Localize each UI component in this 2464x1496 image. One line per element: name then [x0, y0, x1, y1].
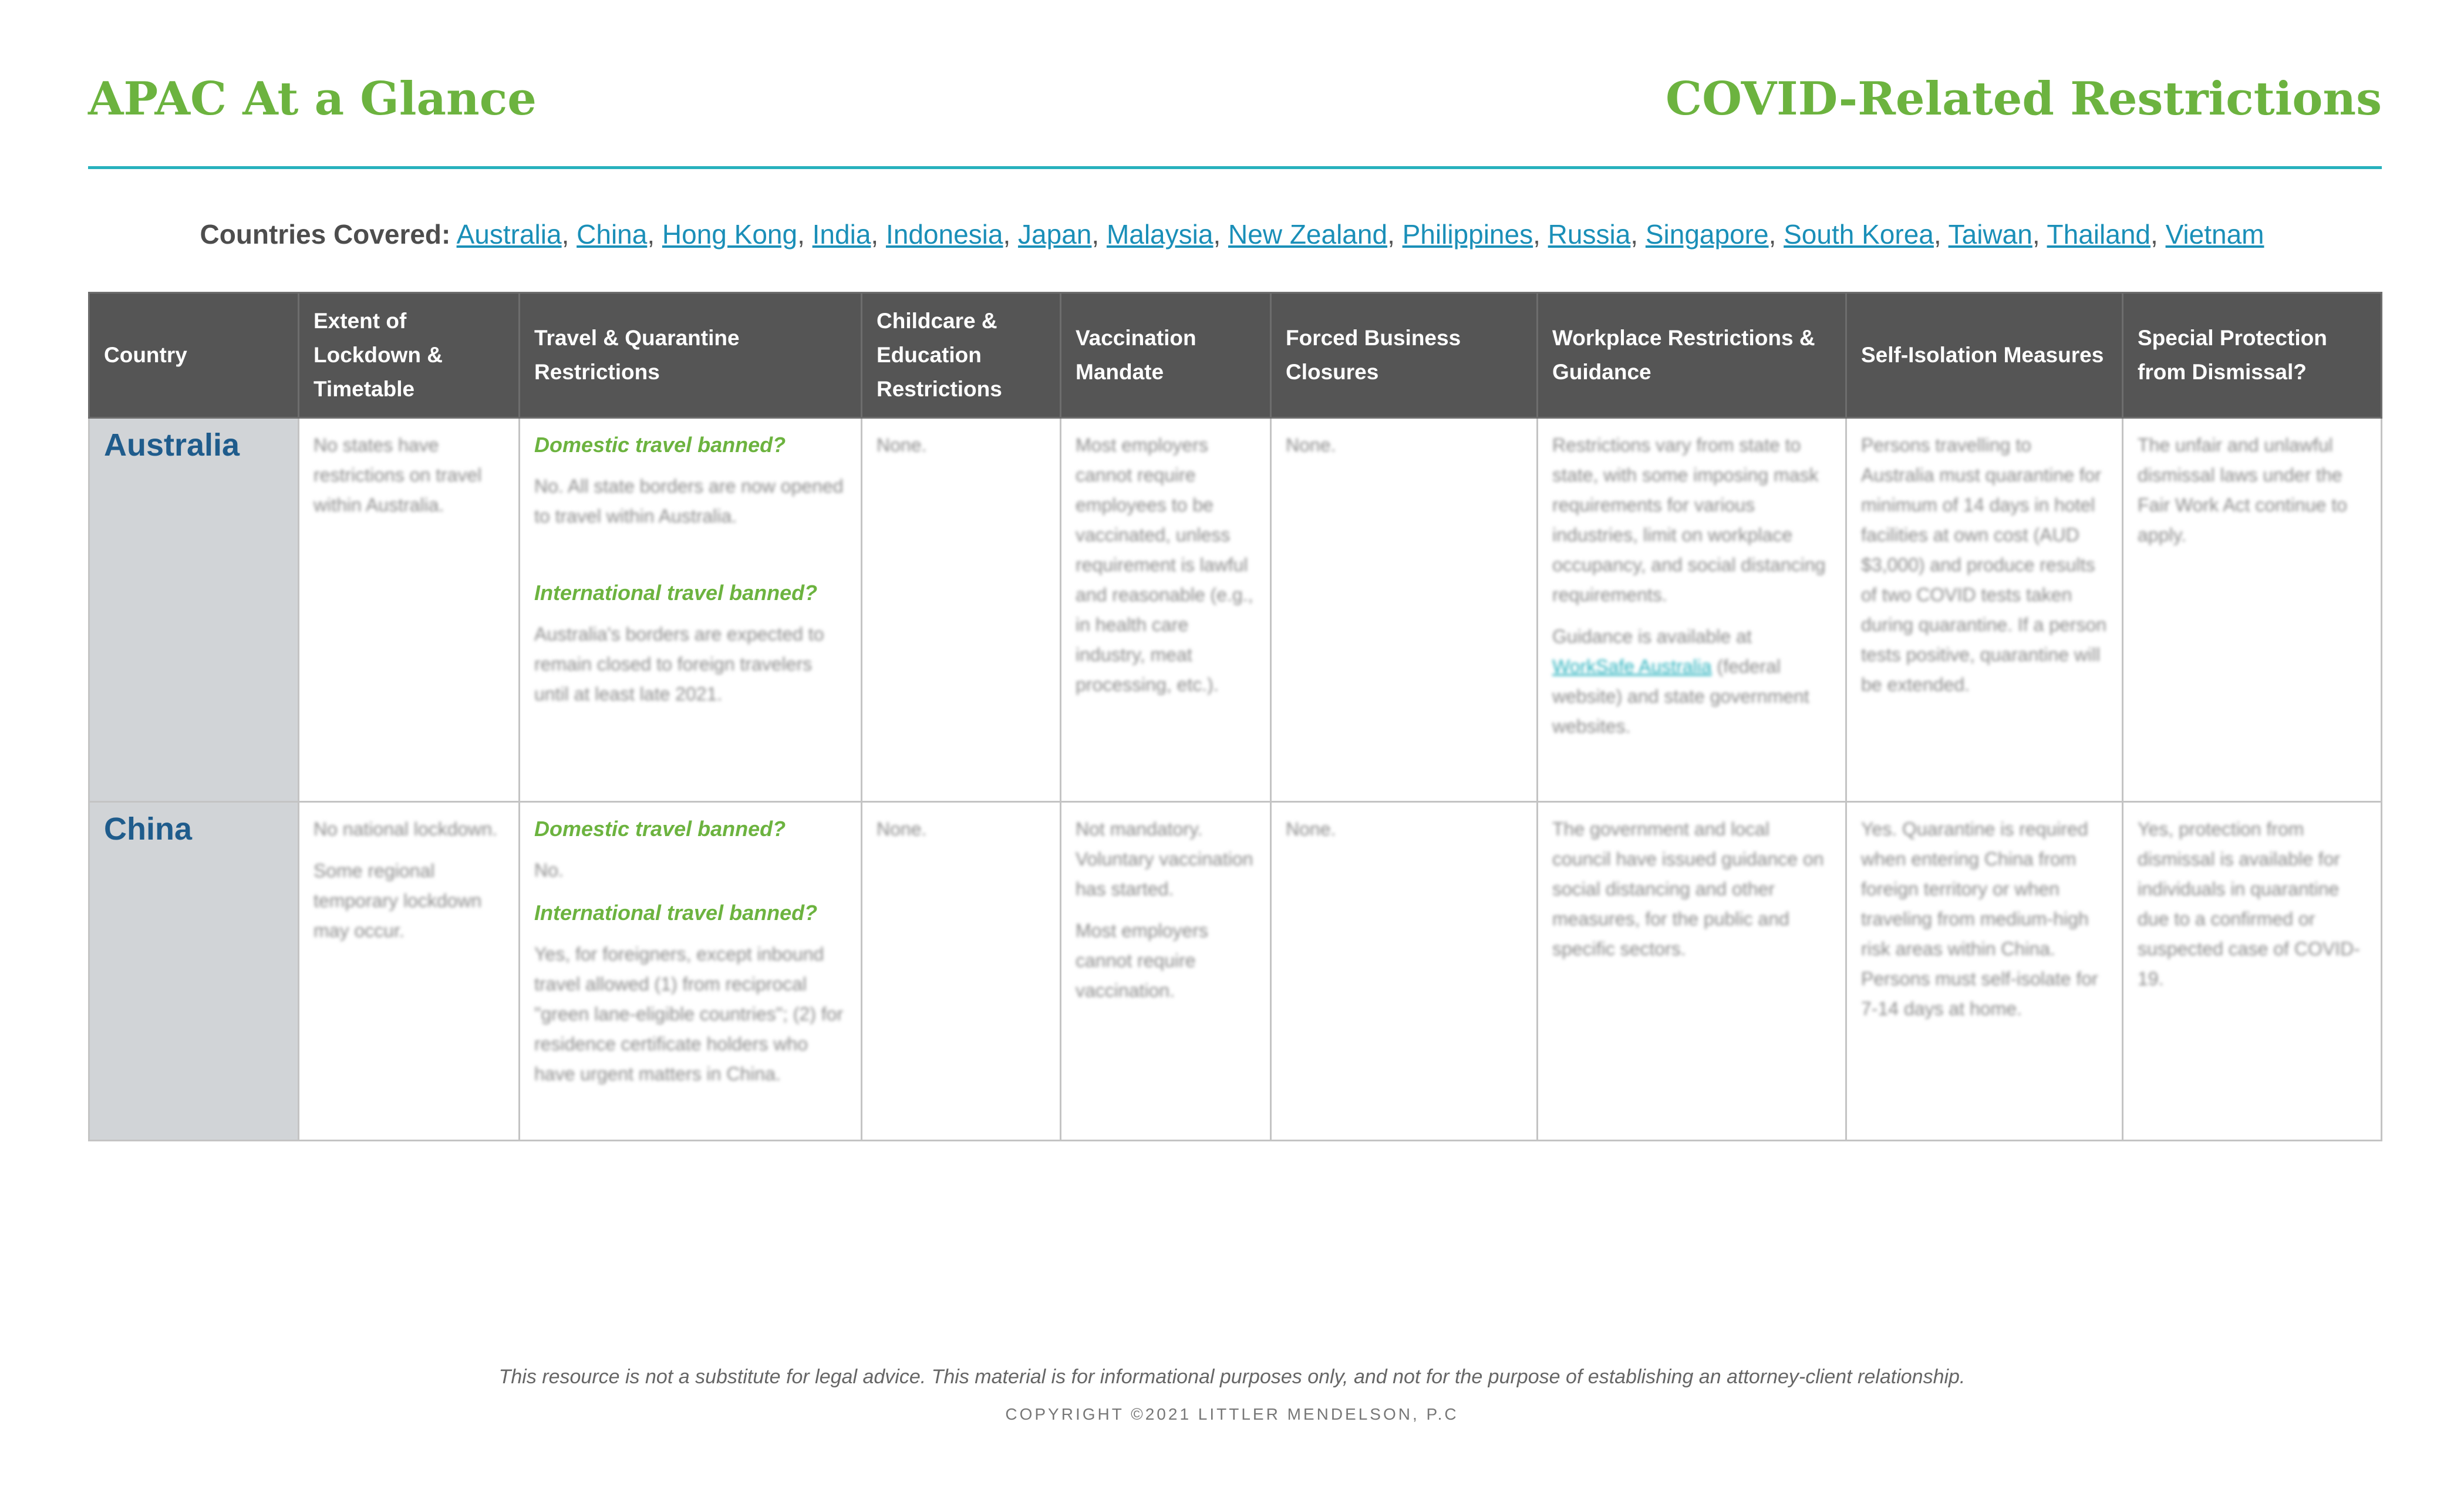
- country-link-philippines[interactable]: Philippines: [1402, 219, 1533, 250]
- page-subtitle: COVID-Related Restrictions: [1665, 72, 2382, 126]
- table-row-china: [89, 802, 2382, 1141]
- column-header-vaccination: Vaccination Mandate: [1061, 293, 1271, 418]
- country-link-thailand[interactable]: Thailand: [2047, 219, 2150, 250]
- workplace-cell: [1538, 418, 1846, 802]
- country-separator: ,: [647, 219, 662, 250]
- page-title: APAC At a Glance: [88, 72, 537, 126]
- dismissal-text: Yes, protection from dismissal is available for individuals in quarantine due to a confirmed or suspected case of COVID-19.: [2138, 818, 2360, 989]
- countries-covered-label: Countries Covered:: [200, 219, 451, 250]
- vaccination-cell: [1061, 802, 1271, 1141]
- column-header-workplace: Workplace Restrictions & Guidance: [1538, 293, 1846, 418]
- closures-cell: [1271, 418, 1538, 802]
- workplace-guidance-suffix: (federal website) and state government websites.: [1552, 656, 1809, 737]
- column-header-dismissal: Special Protection from Dismissal?: [2123, 293, 2382, 418]
- column-header-childcare: Childcare & Education Restrictions: [862, 293, 1061, 418]
- country-separator: ,: [1933, 219, 1949, 250]
- restrictions-table: [88, 292, 2382, 1141]
- lockdown-cell: [299, 418, 520, 802]
- self-isolation-cell: [1846, 802, 2123, 1141]
- country-name-china: China: [104, 811, 193, 847]
- international-travel-question: International travel banned?: [534, 901, 818, 925]
- workplace-text: The government and local council have issued guidance on social distancing and other measures, for the public and specific sectors.: [1552, 818, 1824, 959]
- closures-cell: [1271, 802, 1538, 1141]
- country-link-new-zealand[interactable]: New Zealand: [1228, 219, 1388, 250]
- country-link-japan[interactable]: Japan: [1018, 219, 1092, 250]
- self-isolation-text: Persons travelling to Australia must quarantine for minimum of 14 days in hotel facilities at own cost (AUD $3,000) and produce results of two COVID tests taken during quarantine. If a person tests positive, quarantine will be extended.: [1861, 434, 2107, 695]
- closures-text: None.: [1286, 434, 1336, 456]
- domestic-travel-question: Domestic travel banned?: [534, 817, 786, 841]
- self-isolation-cell: [1846, 418, 2123, 802]
- lockdown-text: Some regional temporary lockdown may occur.: [314, 860, 482, 941]
- country-separator: ,: [2150, 219, 2166, 250]
- country-cell: [89, 802, 299, 1141]
- country-separator: ,: [1387, 219, 1403, 250]
- legal-disclaimer: This resource is not a substitute for legal advice. This material is for informational purposes only, and not for the purpose of establishing an attorney-client relationship.: [498, 1366, 1966, 1388]
- table-header-row: [89, 293, 2382, 418]
- international-travel-answer: Yes, for foreigners, except inbound travel allowed (1) from reciprocal "green lane-eligible countries"; (2) for residence certificate holders who have urgent matters in China.: [534, 944, 844, 1084]
- country-separator: ,: [871, 219, 886, 250]
- country-separator: ,: [1768, 219, 1784, 250]
- vaccination-text: Most employers cannot require employees to be vaccinated, unless requirement is lawful and reasonable (e.g., in health care industry, meat processing, etc.).: [1076, 434, 1253, 695]
- international-travel-answer: Australia's borders are expected to remain closed to foreign travelers until at least late 2021.: [534, 624, 824, 705]
- lockdown-cell: [299, 802, 520, 1141]
- domestic-travel-answer: No.: [534, 860, 564, 881]
- closures-text: None.: [1286, 818, 1336, 840]
- country-name-australia: Australia: [104, 427, 240, 463]
- country-link-russia[interactable]: Russia: [1548, 219, 1631, 250]
- dismissal-text: The unfair and unlawful dismissal laws under the Fair Work Act continue to apply.: [2138, 434, 2347, 545]
- lockdown-text: No national lockdown.: [314, 818, 498, 840]
- country-separator: ,: [797, 219, 813, 250]
- travel-cell: [520, 418, 862, 802]
- country-cell: [89, 418, 299, 802]
- self-isolation-text: Yes. Quarantine is required when entering China from foreign territory or when traveling from medium-high risk areas within China. Persons must self-isolate for 7-14 days at home.: [1861, 818, 2098, 1019]
- country-link-india[interactable]: India: [812, 219, 871, 250]
- column-header-self-isolation: Self-Isolation Measures: [1846, 293, 2123, 418]
- international-travel-question: International travel banned?: [534, 581, 818, 605]
- country-link-singapore[interactable]: Singapore: [1645, 219, 1769, 250]
- column-header-country: Country: [89, 293, 299, 418]
- country-separator: ,: [1091, 219, 1107, 250]
- country-separator: ,: [2032, 219, 2047, 250]
- worksafe-australia-link[interactable]: WorkSafe Australia: [1552, 656, 1712, 677]
- copyright-notice: COPYRIGHT ©2021 LITTLER MENDELSON, P.C: [1005, 1405, 1459, 1423]
- country-link-taiwan[interactable]: Taiwan: [1948, 219, 2032, 250]
- countries-covered: [0, 218, 2464, 251]
- table-row-australia: [89, 418, 2382, 802]
- childcare-text: None.: [877, 434, 927, 456]
- header-divider: [88, 166, 2382, 169]
- country-separator: ,: [1533, 219, 1548, 250]
- country-link-hong-kong[interactable]: Hong Kong: [662, 219, 798, 250]
- country-link-south-korea[interactable]: South Korea: [1784, 219, 1934, 250]
- childcare-cell: [862, 418, 1061, 802]
- workplace-guidance-prefix: Guidance is available at: [1552, 626, 1752, 647]
- childcare-text: None.: [877, 818, 927, 840]
- childcare-cell: [862, 802, 1061, 1141]
- vaccination-text: Most employers cannot require vaccination.: [1076, 920, 1208, 1001]
- lockdown-text: No states have restrictions on travel within Australia.: [314, 434, 482, 515]
- country-link-indonesia[interactable]: Indonesia: [885, 219, 1003, 250]
- country-separator: ,: [1630, 219, 1646, 250]
- travel-cell: [520, 802, 862, 1141]
- column-header-travel: Travel & Quarantine Restrictions: [520, 293, 862, 418]
- country-link-china[interactable]: China: [577, 219, 648, 250]
- domestic-travel-question: Domestic travel banned?: [534, 433, 786, 457]
- country-separator: ,: [1003, 219, 1019, 250]
- country-link-list: [457, 219, 2264, 250]
- column-header-closures: Forced Business Closures: [1271, 293, 1538, 418]
- workplace-cell: [1538, 802, 1846, 1141]
- workplace-guidance: [1552, 622, 1831, 742]
- column-header-lockdown: Extent of Lockdown & Timetable: [299, 293, 520, 418]
- vaccination-text: Not mandatory. Voluntary vaccination has started.: [1076, 818, 1253, 899]
- country-link-malaysia[interactable]: Malaysia: [1106, 219, 1214, 250]
- country-link-australia[interactable]: Australia: [456, 219, 562, 250]
- country-separator: ,: [1213, 219, 1229, 250]
- vaccination-cell: [1061, 418, 1271, 802]
- country-link-vietnam[interactable]: Vietnam: [2165, 219, 2264, 250]
- country-separator: ,: [561, 219, 577, 250]
- dismissal-cell: [2123, 418, 2382, 802]
- domestic-travel-answer: No. All state borders are now opened to travel within Australia.: [534, 476, 844, 527]
- workplace-text: Restrictions vary from state to state, with some imposing mask requirements for various industries, limit on workplace occupancy, and social distancing requirements.: [1552, 434, 1826, 605]
- dismissal-cell: [2123, 802, 2382, 1141]
